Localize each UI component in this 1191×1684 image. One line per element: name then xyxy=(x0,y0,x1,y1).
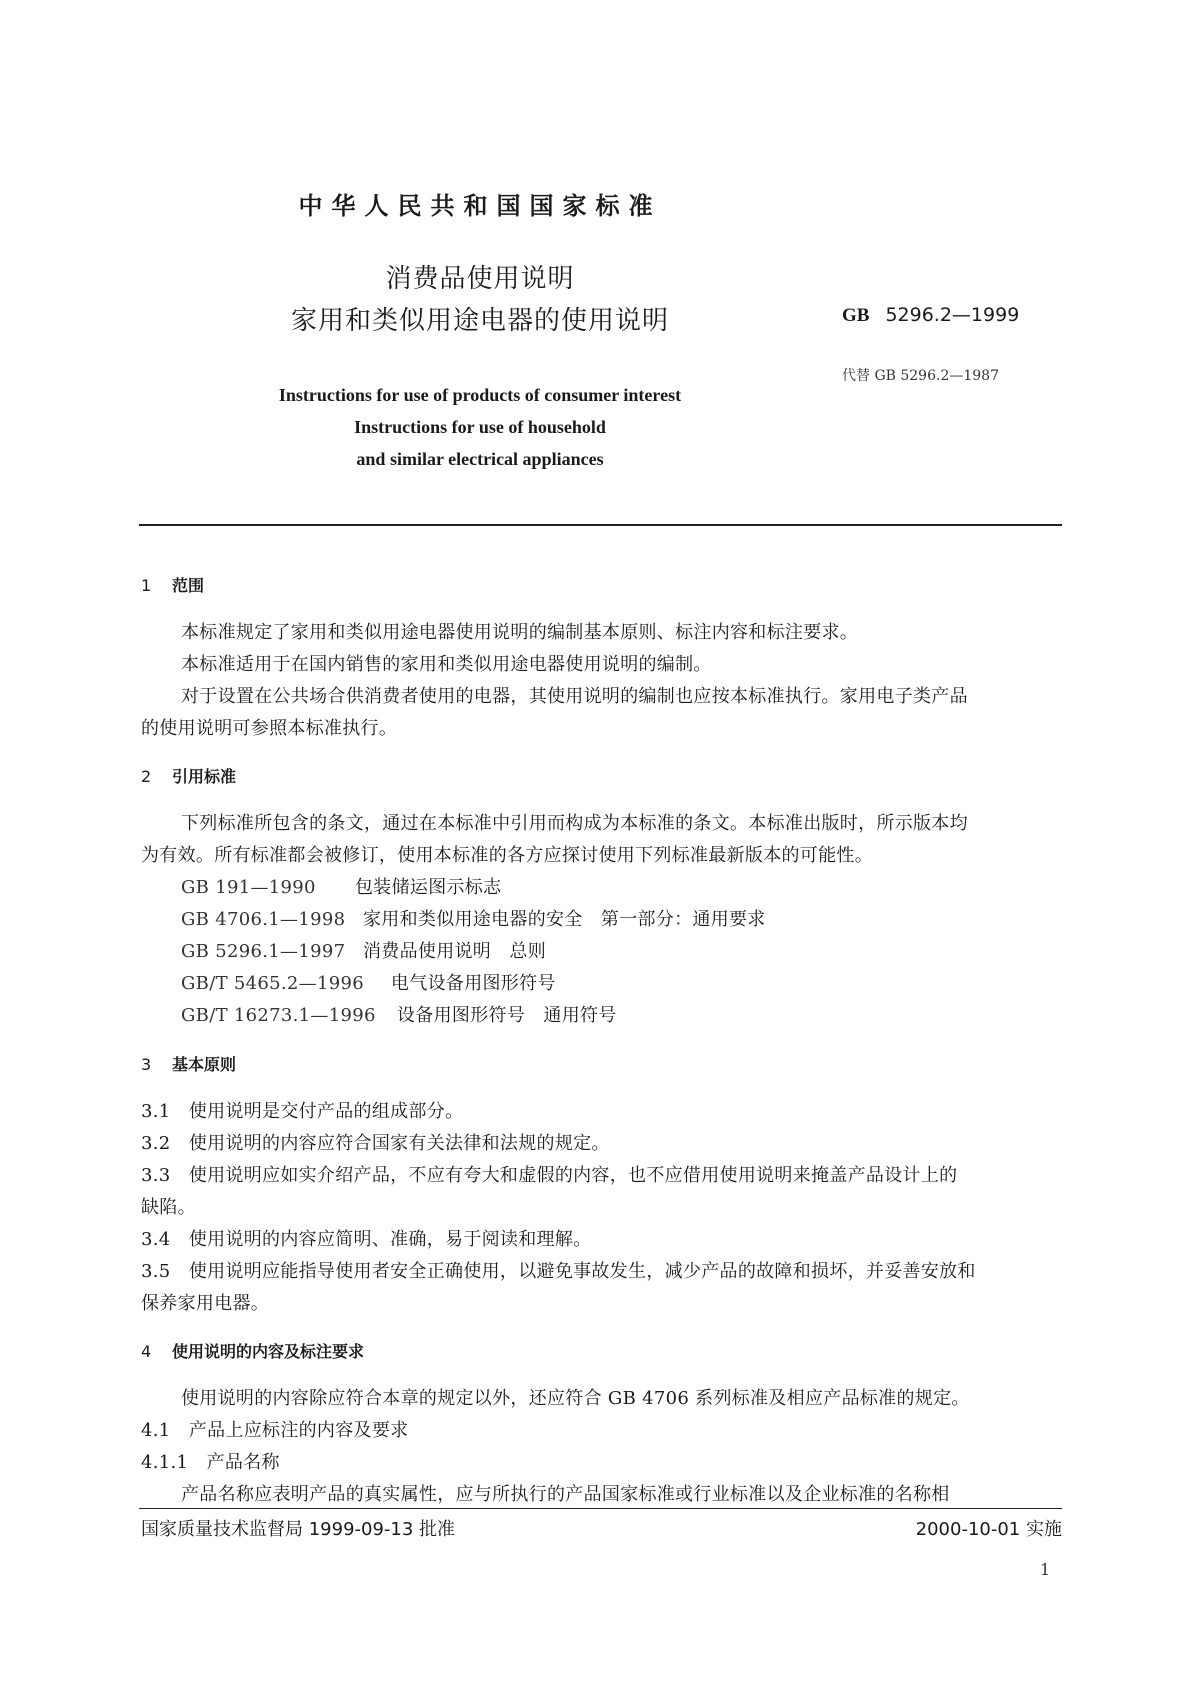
clause-3-3: 3.3 使用说明应如实介绍产品，不应有夸大和虚假的内容，也不应借用使用说明来掩盖产品设计上的 xyxy=(141,1165,958,1186)
standard-number xyxy=(842,304,1019,327)
standard-prefix: GB xyxy=(842,305,870,326)
clause-3-5: 3.5 使用说明应能指导使用者安全正确使用，以避免事故发生，减少产品的故障和损坏，并妥善安放和 xyxy=(141,1261,976,1282)
reference-title: 电气设备用图形符号 xyxy=(391,973,556,994)
reference-item xyxy=(181,873,501,899)
paragraph: 本标准规定了家用和类似用途电器使用说明的编制基本原则、标注内容和标注要求。 xyxy=(181,622,859,643)
clause-3-3-cont: 缺陷。 xyxy=(141,1197,196,1218)
replaces-standard: 代替 GB 5296.2—1987 xyxy=(842,368,999,384)
header-divider xyxy=(139,524,1062,526)
title-cn-line2: 家用和类似用途电器的使用说明 xyxy=(290,306,669,336)
approval-date: 国家质量技术监督局 1999-09-13 批准 xyxy=(141,1519,456,1540)
section-number: 1 xyxy=(141,576,152,595)
reference-title: 消费品使用说明 总则 xyxy=(363,941,546,962)
reference-code: GB/T 16273.1—1996 xyxy=(181,1005,376,1026)
clause-3-1: 3.1 使用说明是交付产品的组成部分。 xyxy=(141,1101,464,1122)
section-3-heading xyxy=(141,1052,236,1075)
title-en-line2: Instructions for use of household xyxy=(354,417,606,437)
reference-code: GB 191—1990 xyxy=(181,877,316,898)
section-title: 使用说明的内容及标注要求 xyxy=(172,1342,365,1361)
reference-code: GB/T 5465.2—1996 xyxy=(181,973,364,994)
paragraph: 使用说明的内容除应符合本章的规定以外，还应符合 GB 4706 系列标准及相应产品标准的规定。 xyxy=(181,1388,970,1409)
paragraph: 为有效。所有标准都会被修订，使用本标准的各方应探讨使用下列标准最新版本的可能性。 xyxy=(141,845,873,866)
footer-divider xyxy=(139,1508,1062,1509)
section-number: 4 xyxy=(141,1342,152,1361)
national-standard-heading: 中华人民共和国国家标准 xyxy=(298,192,662,220)
reference-code: GB 5296.1—1997 xyxy=(181,941,346,962)
paragraph: 本标准适用于在国内销售的家用和类似用途电器使用说明的编制。 xyxy=(181,654,712,675)
reference-title: 设备用图形符号 通用符号 xyxy=(397,1005,617,1026)
clause-4-1: 4.1 产品上应标注的内容及要求 xyxy=(141,1420,409,1441)
reference-title: 家用和类似用途电器的安全 第一部分：通用要求 xyxy=(363,909,766,930)
paragraph: 对于设置在公共场合供消费者使用的电器，其使用说明的编制也应按本标准执行。家用电子类产品 xyxy=(181,686,968,707)
section-number: 3 xyxy=(141,1055,152,1074)
section-title: 基本原则 xyxy=(172,1055,237,1074)
section-title: 引用标准 xyxy=(172,767,237,786)
page-number: 1 xyxy=(1040,1560,1051,1579)
reference-item xyxy=(181,905,766,931)
reference-item xyxy=(181,1001,617,1027)
clause-4-1-1: 4.1.1 产品名称 xyxy=(141,1452,280,1473)
title-cn-line1: 消费品使用说明 xyxy=(385,264,575,294)
paragraph: 的使用说明可参照本标准执行。 xyxy=(141,718,398,739)
clause-3-4: 3.4 使用说明的内容应简明、准确，易于阅读和理解。 xyxy=(141,1229,592,1250)
reference-item xyxy=(181,937,546,963)
section-title: 范围 xyxy=(172,576,205,595)
section-number: 2 xyxy=(141,767,152,786)
paragraph: 下列标准所包含的条文，通过在本标准中引用而构成为本标准的条文。本标准出版时，所示版本均 xyxy=(181,813,968,834)
clause-3-2: 3.2 使用说明的内容应符合国家有关法律和法规的规定。 xyxy=(141,1133,610,1154)
paragraph: 产品名称应表明产品的真实属性，应与所执行的产品国家标准或行业标准以及企业标准的名称相 xyxy=(181,1484,950,1505)
standard-code: 5296.2—1999 xyxy=(885,304,1020,326)
implementation-date: 2000-10-01 实施 xyxy=(915,1519,1062,1540)
title-en-line3: and similar electrical appliances xyxy=(356,449,604,469)
section-1-heading xyxy=(141,573,204,596)
clause-3-5-cont: 保养家用电器。 xyxy=(141,1293,270,1314)
reference-item xyxy=(181,969,556,995)
section-2-heading xyxy=(141,764,236,787)
title-en-line1: Instructions for use of products of consumer interest xyxy=(278,385,682,405)
reference-code: GB 4706.1—1998 xyxy=(181,909,346,930)
reference-title: 包装储运图示标志 xyxy=(355,877,502,898)
section-4-heading xyxy=(141,1339,364,1362)
